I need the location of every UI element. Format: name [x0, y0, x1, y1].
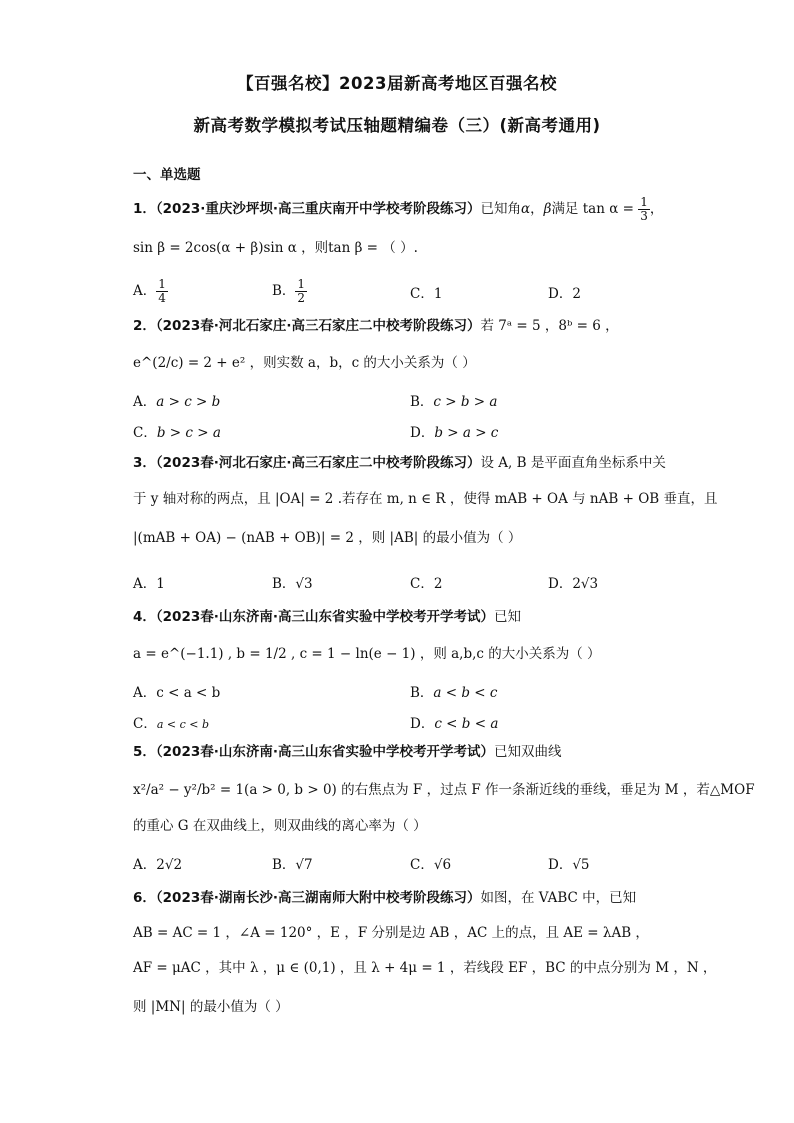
question-2-line-2: e^(2/c) = 2 + e² ，则实数 a，b，c 的大小关系为（ ）: [133, 355, 476, 371]
question-1-text-a: 已知角: [480, 201, 521, 218]
question-6-number: 6．: [133, 890, 156, 906]
question-2-option-a: A．a > c > b: [133, 394, 221, 410]
question-4-source: （2023春·山东济南·高三山东省实验中学校考开学考试）: [155, 609, 494, 625]
question-1-option-c: C．1: [410, 286, 443, 302]
question-6-line-1: [133, 890, 636, 906]
question-1-sep: ，: [530, 201, 544, 218]
question-6-line-3: AF = μAC ，其中 λ ，μ ∈ (0,1) ，且 λ + 4μ = 1 ，若线段 EF ，BC 的中点分别为 M ，N ，: [133, 960, 717, 976]
question-1-tan-lhs: tan α =: [582, 201, 634, 218]
question-1-option-b: B． $\frac{1}{2}$: [272, 277, 306, 306]
question-2-number: 2．: [133, 318, 156, 334]
question-4-number: 4．: [133, 609, 156, 625]
question-5-source: （2023春·山东济南·高三山东省实验中学校考开学考试）: [155, 744, 494, 760]
question-1-alpha: α: [521, 201, 531, 218]
title-line-1: 【百强名校】2023届新高考地区百强名校: [237, 74, 557, 93]
question-5-line-2: x²/a² − y²/b² = 1(a > 0, b > 0) 的右焦点为 F ，过点 F 作一条渐近线的垂线，垂足为 M ，若△MOF: [133, 782, 755, 798]
question-1-line-1: [133, 196, 663, 223]
question-6-source: （2023春·湖南长沙·高三湖南师大附中校考阶段练习）: [155, 890, 481, 906]
question-3-option-d: D．2√3: [548, 576, 599, 592]
question-3-line-2: 于 y 轴对称的两点，且 |OA| = 2 .若存在 m, n ∈ R ，使得 mAB + OA 与 nAB + OB 垂直，且: [133, 491, 718, 507]
question-3-option-b: B．√3: [272, 576, 313, 592]
question-6-line-4: 则 |MN| 的最小值为（ ）: [133, 999, 289, 1015]
question-1-beta: β: [543, 201, 552, 218]
question-5-text: 已知双曲线: [494, 744, 562, 760]
question-6-text: 如图，在 VABC 中，已知: [480, 890, 637, 906]
question-3-text: 设 A, B 是平面直角坐标系中关: [480, 455, 666, 471]
question-1-text-b: 满足: [551, 201, 579, 218]
question-6-line-2: AB = AC = 1 ，∠A = 120° ，E ，F 分别是边 AB ，AC 上的点，且 AE = λAB ，: [133, 925, 649, 941]
question-2-line-1: [133, 318, 619, 334]
question-4-text: 已知: [494, 609, 521, 625]
question-3-source: （2023春·河北石家庄·高三石家庄二中校考阶段练习）: [155, 455, 481, 471]
question-1-option-d: D．2: [548, 286, 581, 302]
question-4-option-a: A．c < a < b: [133, 685, 221, 701]
question-3-number: 3．: [133, 455, 156, 471]
question-4-option-d: D．c < b < a: [410, 716, 499, 732]
question-2-option-b: B．c > b > a: [410, 394, 498, 410]
question-1-option-a: A． $\frac{1}{4}$: [133, 277, 166, 306]
title-line-2: 新高考数学模拟考试压轴题精编卷（三）(新高考通用): [193, 116, 601, 135]
question-5-line-3: 的重心 G 在双曲线上，则双曲线的离心率为（ ）: [133, 818, 427, 834]
question-1-comma: ，: [649, 201, 664, 218]
question-5-option-a: A．2√2: [133, 857, 183, 873]
question-5-option-d: D．√5: [548, 857, 590, 873]
question-4-line-2: a = e^(−1.1) , b = 1/2 , c = 1 − ln(e − 1) ，则 a,b,c 的大小关系为（ ）: [133, 646, 601, 662]
question-3-option-c: C．2: [410, 576, 443, 592]
question-4-option-c: C．a < c < b: [133, 716, 210, 732]
question-3-line-1: [133, 455, 666, 471]
question-3-line-3: |(mAB + OA) − (nAB + OB)| = 2 ，则 |AB| 的最小值为（ ）: [133, 530, 522, 546]
question-5-number: 5．: [133, 744, 156, 760]
question-4-option-b: B．a < b < c: [410, 685, 498, 701]
question-2-option-d: D．b > a > c: [410, 425, 499, 441]
question-2-text: 若 7ᵃ = 5 ，8ᵇ = 6 ，: [480, 318, 619, 334]
question-5-line-1: [133, 744, 562, 760]
question-3-option-a: A．1: [133, 576, 165, 592]
question-5-option-b: B．√7: [272, 857, 313, 873]
section-heading: 一、单选题: [133, 167, 201, 183]
question-1-source: （2023·重庆沙坪坝·高三重庆南开中学校考阶段练习）: [155, 201, 481, 218]
question-1-fraction: $\frac{1}{3}$: [640, 195, 648, 224]
question-1-number: 1．: [133, 201, 156, 218]
question-1-line-2: sin β = 2cos(α + β)sin α ，则tan β = （ ）.: [133, 240, 418, 256]
question-2-option-c: C．b > c > a: [133, 425, 221, 441]
question-5-option-c: C．√6: [410, 857, 452, 873]
question-4-line-1: [133, 609, 521, 625]
question-2-source: （2023春·河北石家庄·高三石家庄二中校考阶段练习）: [155, 318, 481, 334]
